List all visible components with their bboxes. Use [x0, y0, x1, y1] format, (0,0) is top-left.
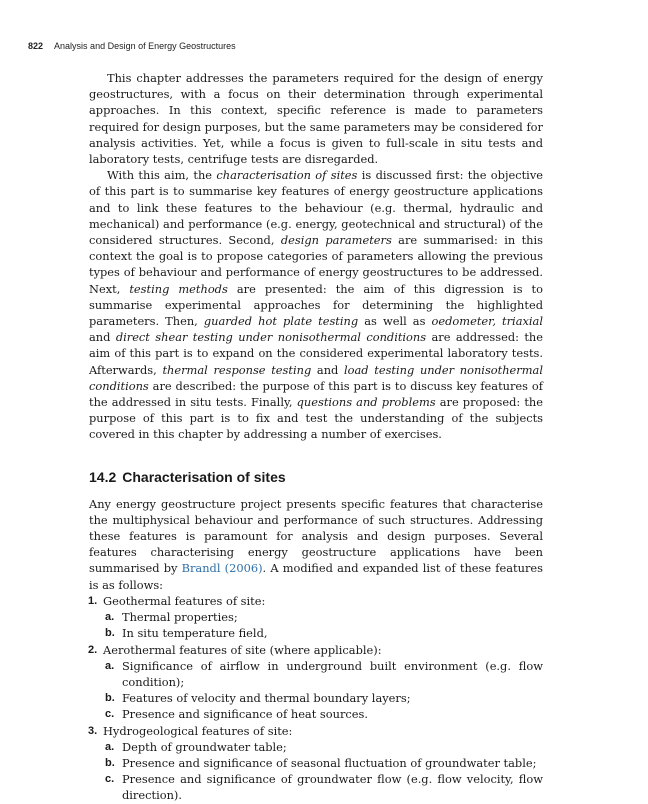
- citation-link[interactable]: Brandl (2006): [181, 561, 263, 576]
- list-item: [89, 593, 543, 609]
- list-item-text: Aerothermal features of site (where applicable):: [103, 642, 382, 657]
- sub-list-item-text: Presence and significance of seasonal fluctuation of groundwater table;: [122, 755, 537, 770]
- list-marker: 1.: [88, 594, 98, 607]
- text-run: . A modified and expanded list of these features is as follows:: [89, 561, 543, 592]
- text-run: are described: the purpose of this part is to discuss key features of the addressed in situ tests. Finally,: [89, 378, 543, 410]
- sub-list-item: [89, 739, 543, 755]
- running-head: [28, 41, 236, 51]
- text-run: are summarised: in this context the goal is to propose categories of parameters allowing the previous types of behaviour and performance of energy geostructures to be addressed. Next,: [89, 233, 543, 296]
- text-run: are presented: the aim of this digression is to summarise experimental approaches for determining the highlighted parameters. Then,: [89, 281, 543, 329]
- sub-list-marker: c.: [105, 708, 115, 721]
- emphasis-hot-plate: guarded hot plate testing: [203, 314, 359, 329]
- list-item: [89, 723, 543, 739]
- list-item: [89, 642, 543, 658]
- section-intro: [89, 496, 543, 593]
- emphasis-thermal-response: thermal response testing: [162, 362, 312, 377]
- sub-list-item: [89, 625, 543, 641]
- running-title: Analysis and Design of Energy Geostructures: [54, 41, 236, 51]
- emphasis-questions: questions and problems: [296, 395, 436, 410]
- text-run: are addressed: the aim of this part is to expand on the considered experimental laboratory tests. Afterwards,: [89, 330, 544, 377]
- list-item-text: Hydrogeological features of site:: [103, 723, 293, 738]
- sub-list-item-text: Presence and significance of groundwater flow (e.g. flow velocity, flow direction).: [122, 772, 543, 803]
- list-marker: 2.: [88, 643, 98, 656]
- list-item-text: Geothermal features of site:: [103, 593, 266, 608]
- outline-paragraph: [89, 167, 543, 442]
- sub-list-item-text: Presence and significance of heat sources.: [122, 707, 368, 722]
- sub-list-item: [89, 706, 543, 722]
- text-run: as well as: [358, 314, 432, 329]
- sub-list-marker: c.: [105, 773, 115, 786]
- section-heading: [89, 469, 543, 485]
- sub-list-item-text: Depth of groundwater table;: [122, 739, 287, 754]
- text-run: are proposed: the purpose of this part is to fix and test the understanding of the subjects covered in this chapter by addressing a number of exercises.: [89, 395, 543, 442]
- emphasis-testing-methods: testing methods: [129, 281, 228, 296]
- sub-list-marker: a.: [105, 740, 115, 753]
- sub-list-item: [89, 609, 543, 625]
- sub-list-item-text: Significance of airflow in underground built environment (e.g. flow condition);: [122, 658, 543, 689]
- sub-list-item: [89, 690, 543, 706]
- sub-list-item: [89, 658, 543, 690]
- emphasis-load-testing: load testing under nonisothermal conditions: [89, 362, 543, 393]
- text-run: and: [89, 330, 116, 345]
- sub-list-marker: b.: [105, 627, 115, 640]
- sub-list-item: [89, 771, 543, 803]
- section-number: 14.2: [89, 468, 117, 485]
- text-run: With this aim, the: [107, 168, 217, 183]
- page-number: 822: [28, 41, 44, 51]
- emphasis-oedometer: oedometer, triaxial: [431, 314, 543, 329]
- sub-list-item-text: In situ temperature field,: [122, 626, 268, 641]
- text-run: Any energy geostructure project presents specific features that characterise the multiphysical behaviour and performance of such structures. Addressing these features is paramount for analysis and design purposes. Several features characterising energy geostructure applications have been summarised by: [89, 496, 543, 576]
- features-list: [89, 593, 543, 804]
- text-run: is discussed first: the objective of this part is to summarise key features of energy geostructure applications and to link these features to the behaviour (e.g. thermal, hydraulic and mechanical) and performance (e.g. energy, geotechnical and structural) of the considered structures. Second,: [89, 168, 544, 248]
- text-run: and: [311, 362, 344, 377]
- intro-paragraph: This chapter addresses the parameters required for the design of energy geostructures, with a focus on their determination through experimental approaches. In this context, specific reference is made to parameters required for design purposes, but the same parameters may be considered for analysis activities. Yet, while a focus is given to full-scale in situ tests and laboratory tests, centrifuge tests are disregarded.: [89, 71, 543, 167]
- list-marker: 3.: [88, 724, 98, 737]
- sub-list-item-text: Thermal properties;: [122, 610, 238, 625]
- sub-list-marker: a.: [105, 659, 115, 672]
- sub-list-marker: b.: [105, 692, 115, 705]
- section-title: Characterisation of sites: [122, 468, 286, 485]
- emphasis-characterisation: characterisation of sites: [216, 168, 358, 183]
- emphasis-design-parameters: design parameters: [280, 233, 392, 248]
- sub-list-marker: b.: [105, 756, 115, 769]
- sub-list-marker: a.: [105, 611, 115, 624]
- emphasis-direct-shear: direct shear testing under nonisothermal conditions: [115, 330, 427, 345]
- page-body: [89, 70, 543, 804]
- sub-list-item-text: Features of velocity and thermal boundary layers;: [122, 691, 411, 706]
- sub-list-item: [89, 755, 543, 771]
